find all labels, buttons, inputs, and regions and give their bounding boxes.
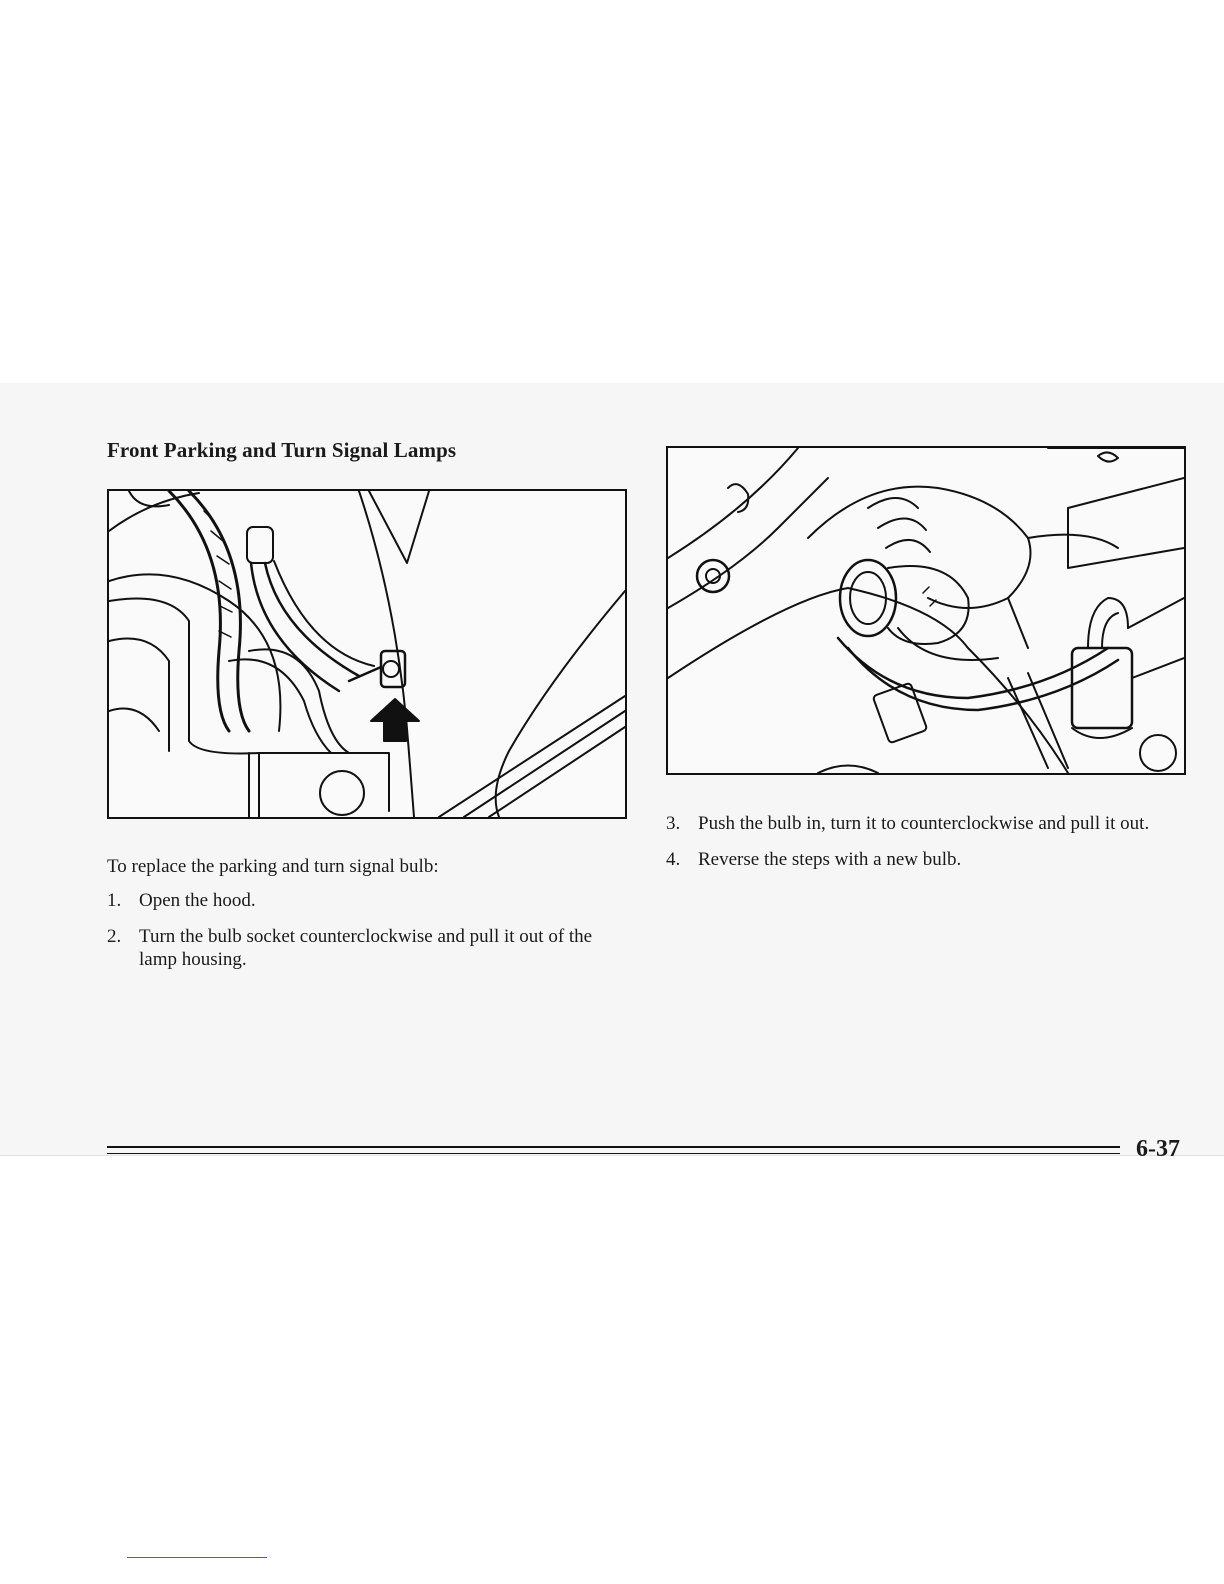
step-number: 4. — [666, 849, 681, 870]
step-item — [666, 848, 1186, 871]
divider-mark — [127, 1557, 267, 1558]
page-number: 6-37 — [1136, 1136, 1180, 1162]
step-text: Open the hood. — [139, 890, 256, 911]
step-item — [666, 812, 1186, 835]
footer-rule — [107, 1146, 1120, 1148]
bulb-removal-illustration — [666, 446, 1186, 775]
step-number: 2. — [107, 926, 122, 947]
step-number: 1. — [107, 890, 122, 911]
intro-text: To replace the parking and turn signal bulb: — [107, 856, 439, 877]
steps-list-right — [666, 812, 1186, 884]
step-text: Reverse the steps with a new bulb. — [698, 849, 962, 870]
section-heading: Front Parking and Turn Signal Lamps — [107, 438, 457, 462]
footer-rule-thin — [107, 1153, 1120, 1154]
step-item — [107, 925, 627, 971]
step-text: Turn the bulb socket counterclockwise and pull it out of the lamp housing. — [139, 926, 593, 970]
step-number: 3. — [666, 813, 681, 834]
step-text: Push the bulb in, turn it to counterclockwise and pull it out. — [698, 813, 1150, 834]
step-item — [107, 889, 627, 912]
lamp-housing-illustration — [107, 489, 627, 819]
steps-list-left — [107, 889, 627, 984]
